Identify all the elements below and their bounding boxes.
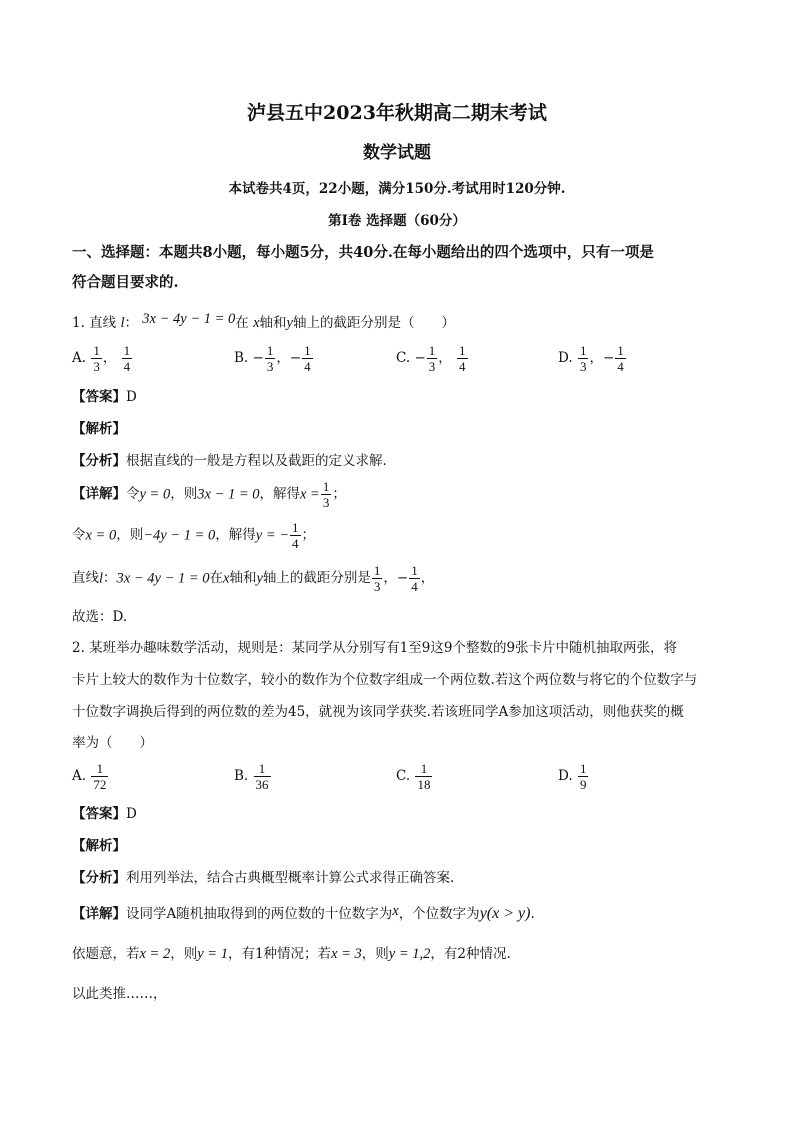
answer-tag: 【答案】 xyxy=(72,806,126,822)
math: y = 1,2 xyxy=(388,946,431,962)
minus-sign: − xyxy=(252,349,264,366)
fraction: $\frac{1}{72}$ xyxy=(93,761,107,792)
q1-option-a xyxy=(72,344,133,373)
text: ，则 xyxy=(116,526,144,543)
math: x = 0 xyxy=(85,527,117,544)
q2-detail-line2 xyxy=(72,947,511,962)
text: ， xyxy=(420,569,435,586)
math: x xyxy=(392,903,399,919)
q2-jiexi: 【解析】 xyxy=(72,838,126,854)
q1-detail-line3 xyxy=(72,564,434,593)
option-label: B. xyxy=(234,349,249,366)
q1-stem-b: 轴和 xyxy=(259,315,287,331)
text: ： xyxy=(103,569,117,586)
fraction: $\frac{1}{36}$ xyxy=(255,761,269,792)
exam-info: 本试卷共4页，22小题，满分150分.考试用时120分钟. xyxy=(228,181,566,197)
q1-y: y xyxy=(286,315,293,331)
minus-sign: − xyxy=(414,349,426,366)
text: 依题意，若 xyxy=(72,946,140,962)
math: y xyxy=(256,570,263,587)
math: y = − xyxy=(255,527,290,544)
text: 轴和 xyxy=(229,569,257,586)
q2-stem-line1: 2. 某班举办趣味数学活动，规则是：某同学从分别写有1至9这9个整数的9张卡片中随机抽取两张，将 xyxy=(72,640,678,656)
q1-stem-a: 在 xyxy=(235,315,249,331)
minus-sign: − xyxy=(396,569,409,586)
q1-stem-c: 轴上的截距分别是（ ） xyxy=(292,315,455,331)
math: l xyxy=(99,570,104,587)
q1-option-d xyxy=(558,344,627,373)
q2-stem-line4: 率为（ ） xyxy=(72,735,153,751)
q2-stem-line3: 十位数字调换后得到的两位数的差为45，就视为该同学获奖.若该班同学A参加这项活动，则他获奖的概 xyxy=(72,704,684,720)
q1-detail-line2 xyxy=(72,521,315,550)
q1-jiexi: 【解析】 xyxy=(72,421,126,437)
q1-colon: ： xyxy=(124,315,138,331)
fraction: $\frac{1}{9}$ xyxy=(579,761,587,792)
text: 在 xyxy=(209,569,224,586)
fraction: $\frac{1}{4}$ xyxy=(123,343,131,374)
option-label: D. xyxy=(558,349,573,366)
q1-equation: 3x − 4y − 1 = 0 xyxy=(142,311,236,327)
section-heading-line1: 一、选择题：本题共8小题，每小题5分，共40分.在每小题给出的四个选项中，只有一项是 xyxy=(72,244,654,261)
detail-tag: 【详解】 xyxy=(72,906,126,922)
q1-conclusion: 故选：D. xyxy=(72,609,128,625)
page-subtitle: 数学试题 xyxy=(363,143,431,163)
fraction: $\frac{1}{3}$ xyxy=(428,343,436,374)
option-label: B. xyxy=(234,767,249,784)
q1-x: x xyxy=(253,315,260,331)
text: ； xyxy=(332,485,346,502)
separator: ， xyxy=(589,349,603,366)
text: ，则 xyxy=(170,485,198,502)
fraction: $\frac{1}{4}$ xyxy=(304,343,311,374)
analysis-text: 根据直线的一般是方程以及截距的定义求解. xyxy=(126,453,387,469)
answer-tag: 【答案】 xyxy=(72,389,126,405)
detail-tag: 【详解】 xyxy=(72,485,126,502)
separator: ， xyxy=(102,349,117,366)
q1-fenxi xyxy=(72,455,387,469)
part-heading: 第I卷 选择题（60分） xyxy=(328,213,466,229)
option-label: D. xyxy=(558,767,573,784)
math: x = 2 xyxy=(139,946,171,962)
math: x = 3 xyxy=(331,946,362,962)
q1-answer xyxy=(72,391,137,405)
option-label: A. xyxy=(72,767,87,784)
text: ，则 xyxy=(361,946,389,962)
math: y(x > y) xyxy=(479,905,531,922)
text: ，解得 xyxy=(215,526,256,543)
q1-stem xyxy=(72,311,455,331)
q2-option-d xyxy=(558,762,589,791)
text: 令 xyxy=(72,526,86,543)
math: x = xyxy=(300,486,320,503)
q1-detail-line1 xyxy=(72,480,346,509)
section-heading-line2: 符合题目要求的. xyxy=(72,274,179,291)
answer-value: D xyxy=(126,389,137,405)
q1-line-l: l xyxy=(120,315,125,331)
fraction: $\frac{1}{3}$ xyxy=(266,343,274,374)
text: ； xyxy=(301,526,316,543)
math: 3x − 1 = 0 xyxy=(197,486,260,503)
analysis-tag: 【分析】 xyxy=(72,453,126,469)
text: ， xyxy=(383,569,397,586)
option-label: A. xyxy=(72,349,87,366)
q1-option-b xyxy=(234,344,314,373)
fraction: $\frac{1}{3}$ xyxy=(373,563,381,594)
q2-option-b xyxy=(234,762,272,791)
analysis-tag: 【分析】 xyxy=(72,870,126,886)
answer-value: D xyxy=(126,806,137,822)
math: 3x − 4y − 1 = 0 xyxy=(116,570,210,587)
q1-prefix: 1. 直线 xyxy=(72,315,117,331)
minus-sign: − xyxy=(289,349,302,366)
q1-option-c xyxy=(396,344,469,373)
page-title: 泸县五中2023年秋期高二期末考试 xyxy=(247,102,547,124)
text: ，有2种情况. xyxy=(430,946,511,962)
separator: ， xyxy=(438,349,452,366)
text: 轴上的截距分别是 xyxy=(262,569,371,586)
q2-option-c xyxy=(396,762,433,791)
text: . xyxy=(530,906,535,922)
text: 设同学A随机抽取得到的两位数的十位数字为 xyxy=(126,906,393,922)
minus-sign: − xyxy=(602,349,615,366)
fraction: $\frac{1}{4}$ xyxy=(617,343,624,374)
text: 令 xyxy=(126,485,140,502)
separator: ， xyxy=(276,349,290,366)
q2-detail-line1 xyxy=(72,903,535,922)
option-label: C. xyxy=(396,349,411,366)
q2-fenxi xyxy=(72,872,454,886)
math: y = 0 xyxy=(139,486,171,503)
text: ，则 xyxy=(170,946,198,962)
text: ，个位数字为 xyxy=(398,906,480,922)
math: y = 1 xyxy=(197,946,228,962)
math: x xyxy=(223,570,230,587)
fraction: $\frac{1}{3}$ xyxy=(579,343,587,374)
fraction: $\frac{1}{4}$ xyxy=(292,520,299,551)
q2-stem-line2: 卡片上较大的数作为十位数字，较小的数作为个位数字组成一个两位数.若这个两位数与将它的个位数字与 xyxy=(72,672,698,688)
fraction: $\frac{1}{4}$ xyxy=(411,563,418,594)
q2-option-a xyxy=(72,762,109,791)
analysis-text: 利用列举法，结合古典概型概率计算公式求得正确答案. xyxy=(126,870,455,886)
text: ，解得 xyxy=(259,485,300,502)
fraction: $\frac{1}{4}$ xyxy=(459,343,466,374)
option-label: C. xyxy=(396,767,411,784)
math: −4y − 1 = 0 xyxy=(143,527,216,544)
text: ，有1种情况；若 xyxy=(227,946,332,962)
q2-answer xyxy=(72,808,137,822)
q2-detail-line3: 以此类推……， xyxy=(72,986,167,1002)
text: 直线 xyxy=(72,569,99,586)
fraction: $\frac{1}{3}$ xyxy=(93,343,100,374)
fraction: $\frac{1}{3}$ xyxy=(322,479,330,510)
fraction: $\frac{1}{18}$ xyxy=(417,761,431,792)
